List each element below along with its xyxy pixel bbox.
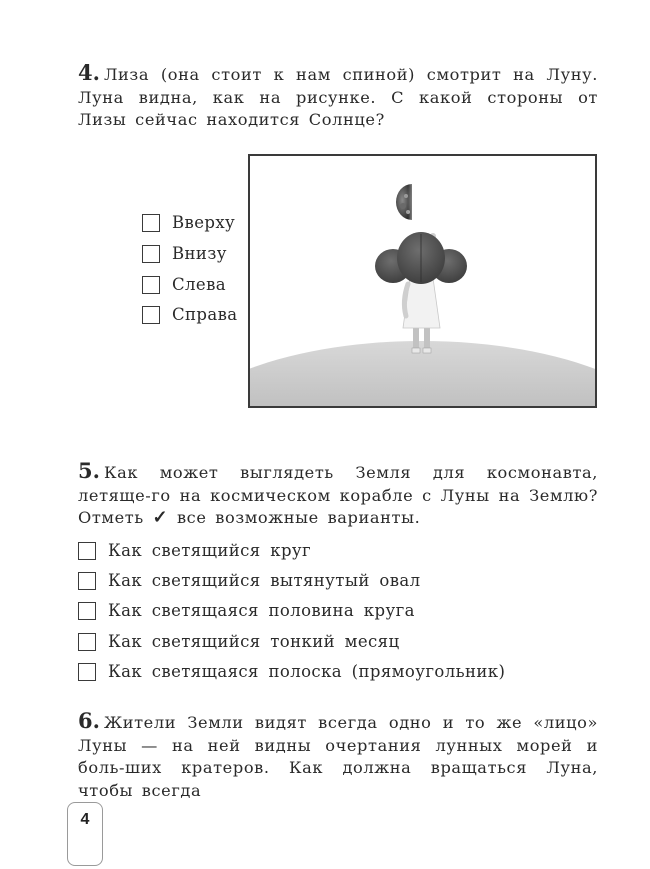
- checkbox[interactable]: [142, 276, 160, 294]
- option-label: Как светящаяся полоска (прямоугольник): [108, 662, 506, 681]
- option-label: Как светящийся вытянутый овал: [108, 571, 421, 590]
- checkbox[interactable]: [142, 245, 160, 263]
- option-label: Слева: [172, 275, 226, 294]
- page-number-tab: [67, 802, 103, 866]
- option-label: Внизу: [172, 244, 227, 263]
- option-oval[interactable]: [78, 571, 421, 590]
- task-text: Лиза (она стоит к нам спиной) смотрит на Луну. Луна видна, как на рисунке. С какой стороны от Лизы сейчас находится Солнце?: [78, 65, 598, 129]
- option-label: Как светящаяся половина круга: [108, 601, 415, 620]
- option-up[interactable]: [142, 213, 235, 232]
- moon-illustration: [248, 154, 597, 408]
- checkbox[interactable]: [78, 572, 96, 590]
- checkbox[interactable]: [142, 214, 160, 232]
- task-number: 5.: [78, 458, 100, 483]
- girl-figure: [375, 232, 467, 353]
- option-right[interactable]: [142, 305, 238, 324]
- task-number: 4.: [78, 60, 100, 85]
- task-text: Как может выглядеть Земля для космонавта, летяще-го на космическом корабле с Луны на Землю? Отметь: [78, 463, 598, 527]
- hill: [250, 341, 595, 406]
- option-label: Как светящийся тонкий месяц: [108, 632, 400, 651]
- option-left[interactable]: [142, 275, 226, 294]
- checkmark-icon: ✓: [152, 507, 169, 528]
- task-5: [78, 460, 598, 530]
- task-number: 6.: [78, 708, 100, 733]
- option-label: Вверху: [172, 213, 236, 232]
- option-down[interactable]: [142, 244, 227, 263]
- option-strip[interactable]: [78, 662, 505, 681]
- moon-icon: [396, 182, 418, 222]
- page-number: 4: [80, 811, 90, 828]
- option-half-circle[interactable]: [78, 601, 415, 620]
- option-crescent[interactable]: [78, 632, 400, 651]
- option-label: Справа: [172, 305, 238, 324]
- task-text-after: все возможные варианты.: [176, 508, 421, 527]
- task-6: [78, 710, 598, 802]
- task-text: Жители Земли видят всегда одно и то же «лицо» Луны — на ней видны очертания лунных морей и боль-ших кратеров. Как должна вращаться Луна, чтобы всегда: [78, 713, 598, 800]
- checkbox[interactable]: [78, 542, 96, 560]
- checkbox[interactable]: [78, 663, 96, 681]
- checkbox[interactable]: [142, 306, 160, 324]
- option-label: Как светящийся круг: [108, 541, 312, 560]
- option-circle[interactable]: [78, 541, 311, 560]
- checkbox[interactable]: [78, 633, 96, 651]
- task-4: [78, 62, 598, 132]
- checkbox[interactable]: [78, 602, 96, 620]
- illustration-svg: [250, 156, 595, 406]
